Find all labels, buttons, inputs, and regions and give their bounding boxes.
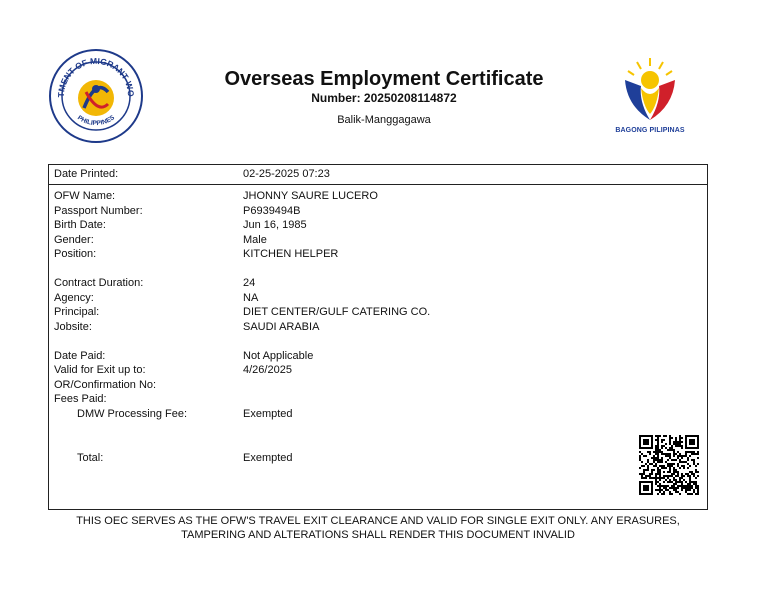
seal-text-top: TMENT OF MIGRANT WO <box>55 55 137 98</box>
field-value: JHONNY SAURE LUCERO <box>243 190 378 202</box>
bagong-pilipinas-logo <box>608 54 692 144</box>
footer-line-1: THIS OEC SERVES AS THE OFW'S TRAVEL EXIT CLEARANCE AND VALID FOR SINGLE EXIT ONLY. ANY ERASURES, <box>76 515 680 527</box>
field-label: Birth Date: <box>54 219 106 231</box>
field-label: Valid for Exit up to: <box>54 364 146 376</box>
field-value: NA <box>243 291 259 304</box>
field-value: Jun 16, 1985 <box>243 219 307 231</box>
field-label: OR/Confirmation No: <box>54 378 157 391</box>
field-value: 4/26/2025 <box>243 364 292 376</box>
field-value: P6939494B <box>243 204 301 217</box>
qr-code <box>639 435 699 495</box>
field-label: Contract Duration: <box>54 277 144 289</box>
field-label: Principal: <box>54 306 100 318</box>
bagong-pilipinas-text: BAGONG PILIPINAS <box>615 127 685 134</box>
field-label: Gender: <box>54 233 94 246</box>
date-printed-label: Date Printed: <box>54 168 119 180</box>
seal-text-bottom: PHILIPPINES <box>75 114 117 128</box>
certificate-header <box>150 68 618 126</box>
field-value: 24 <box>243 277 256 289</box>
field-label: Total: <box>77 452 104 464</box>
field-label: Jobsite: <box>54 320 92 333</box>
dmw-seal-logo <box>48 48 144 144</box>
field-label: OFW Name: <box>54 190 116 202</box>
field-label: Position: <box>54 248 97 260</box>
certificate-details-box <box>48 164 708 510</box>
field-label: Agency: <box>54 291 94 304</box>
date-printed-row <box>49 165 707 185</box>
field-value: Exempted <box>243 408 293 420</box>
field-value: Male <box>243 233 267 246</box>
certificate-title: Overseas Employment Certificate <box>224 68 544 90</box>
certificate-number: Number: 20250208114872 <box>311 91 457 105</box>
field-value: Exempted <box>243 452 293 464</box>
footer-line-2: TAMPERING AND ALTERATIONS SHALL RENDER THIS DOCUMENT INVALID <box>181 529 575 541</box>
field-label: Passport Number: <box>54 204 143 217</box>
certificate-footer-notice <box>48 514 708 542</box>
field-value: DIET CENTER/GULF CATERING CO. <box>243 306 431 318</box>
field-label: Fees Paid: <box>54 393 107 405</box>
field-value: KITCHEN HELPER <box>243 248 339 260</box>
certificate-subtitle: Balik-Manggagawa <box>337 114 431 126</box>
date-printed-value: 02-25-2025 07:23 <box>243 168 330 180</box>
field-value: Not Applicable <box>243 349 314 362</box>
field-value: SAUDI ARABIA <box>243 320 320 333</box>
field-label: DMW Processing Fee: <box>77 408 188 420</box>
field-label: Date Paid: <box>54 349 106 362</box>
